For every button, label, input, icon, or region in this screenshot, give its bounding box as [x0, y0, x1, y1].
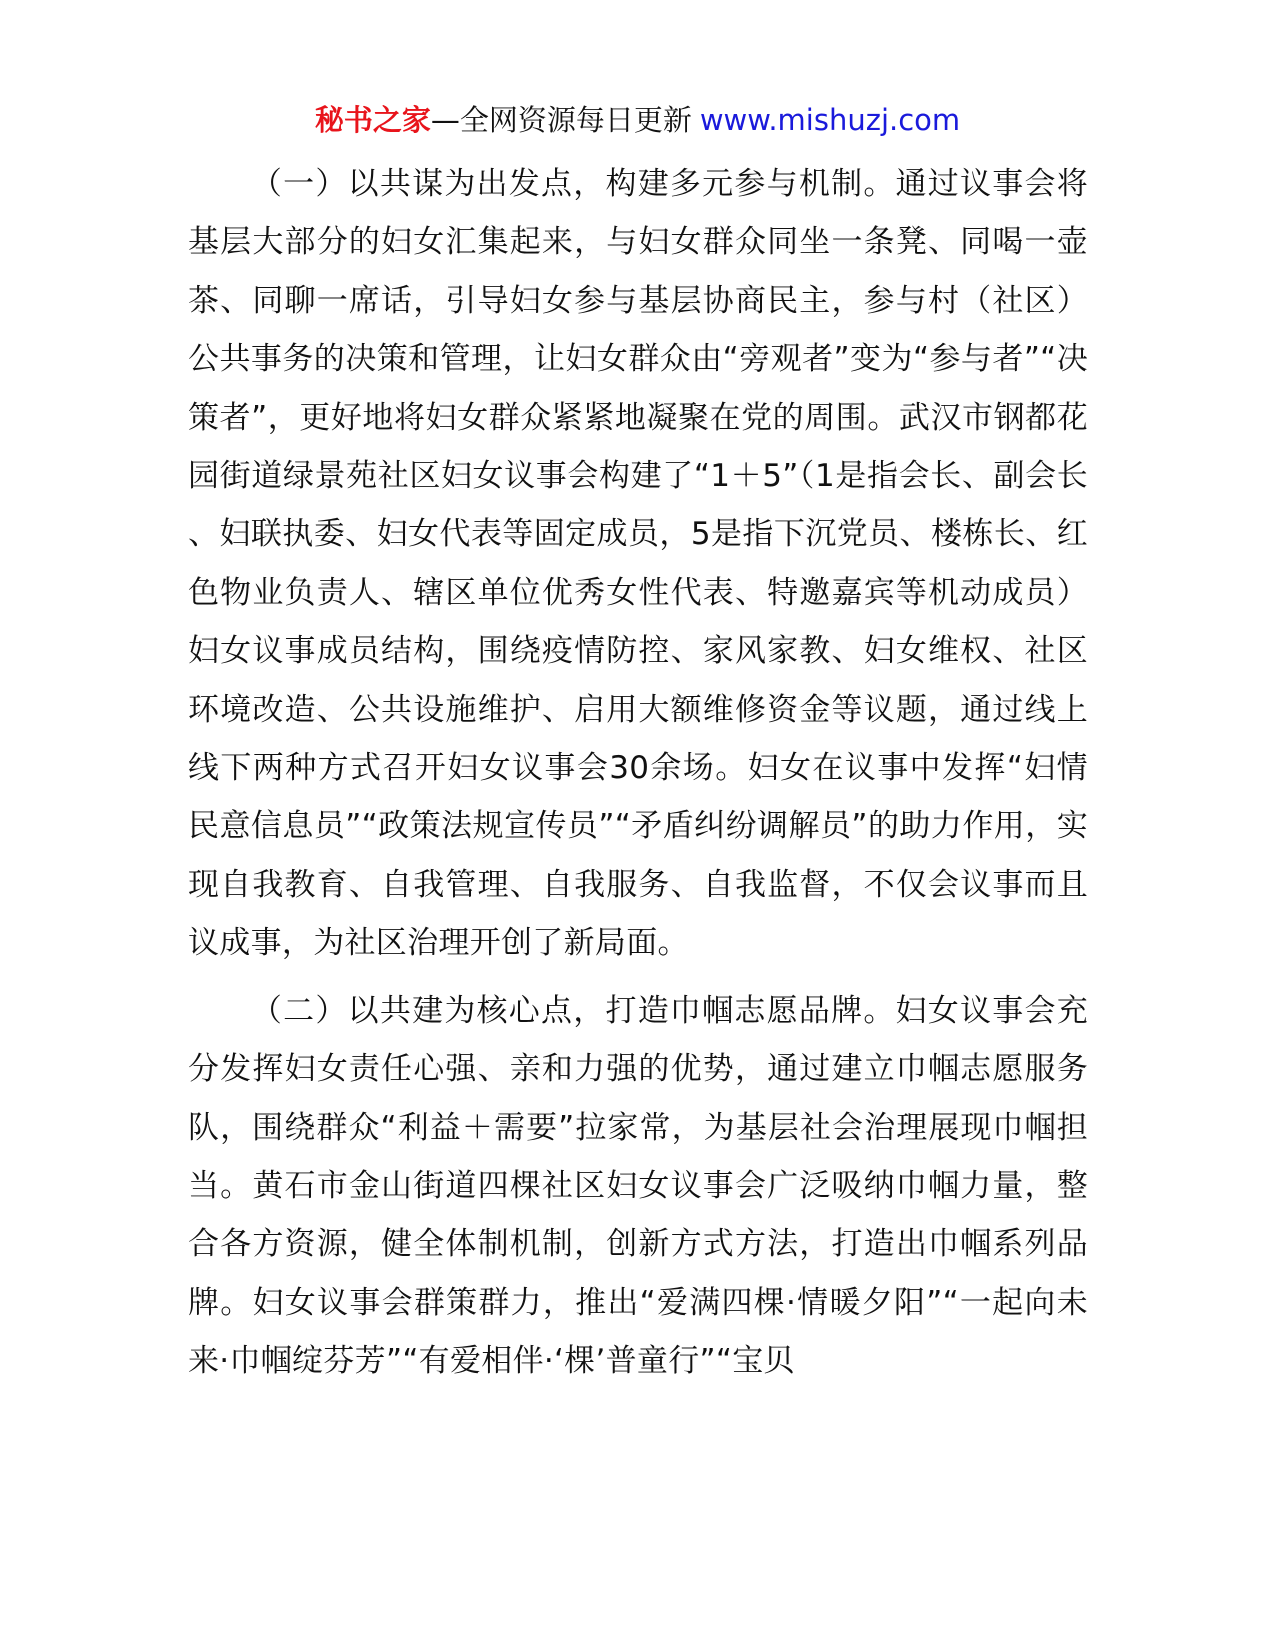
- document-header: [0, 100, 1275, 140]
- paragraph-text: （二）以共建为核心点，打造巾帼志愿品牌。妇女议事会充分发挥妇女责任心强、亲和力强的优势，通过建立巾帼志愿服务队，围绕群众“利益＋需要”拉家常，为基层社会治理展现巾帼担当。黄石市金山街道四棵社区妇女议事会广泛吸纳巾帼力量，整合各方资源，健全体制机制，创新方式方法，打造出巾帼系列品牌。妇女议事会群策群力，推出“爱满四棵·情暖夕阳”“一起向未来·巾帼绽芬芳”“有爱相伴·‘棵’普童行”“宝贝: [188, 992, 1088, 1380]
- paragraph: [188, 155, 1088, 973]
- header-tagline: —全网资源每日更新: [430, 103, 692, 137]
- site-url-link[interactable]: www.mishuzj.com: [699, 103, 961, 137]
- paragraph: [188, 982, 1088, 1391]
- paragraph-text: （一）以共谋为出发点，构建多元参与机制。通过议事会将基层大部分的妇女汇集起来，与妇女群众同坐一条凳、同喝一壶茶、同聊一席话，引导妇女参与基层协商民主，参与村（社区）公共事务的决策和管理，让妇女群众由“旁观者”变为“参与者”“决策者”，更好地将妇女群众紧紧地凝聚在党的周围。武汉市钢都花园街道绿景苑社区妇女议事会构建了“1＋5”（1是指会长、副会长、妇联执委、妇女代表等固定成员，5是指下沉党员、楼栋长、红色物业负责人、辖区单位优秀女性代表、特邀嘉宾等机动成员）妇女议事成员结构，围绕疫情防控、家风家教、妇女维权、社区环境改造、公共设施维护、启用大额维修资金等议题，通过线上线下两种方式召开妇女议事会30余场。妇女在议事中发挥“妇情民意信息员”“政策法规宣传员”“矛盾纠纷调解员”的助力作用，实现自我教育、自我管理、自我服务、自我监督，不仅会议事而且议成事，为社区治理开创了新局面。: [188, 166, 1088, 962]
- site-name: 秘书之家: [314, 103, 431, 137]
- document-body: [188, 155, 1088, 1391]
